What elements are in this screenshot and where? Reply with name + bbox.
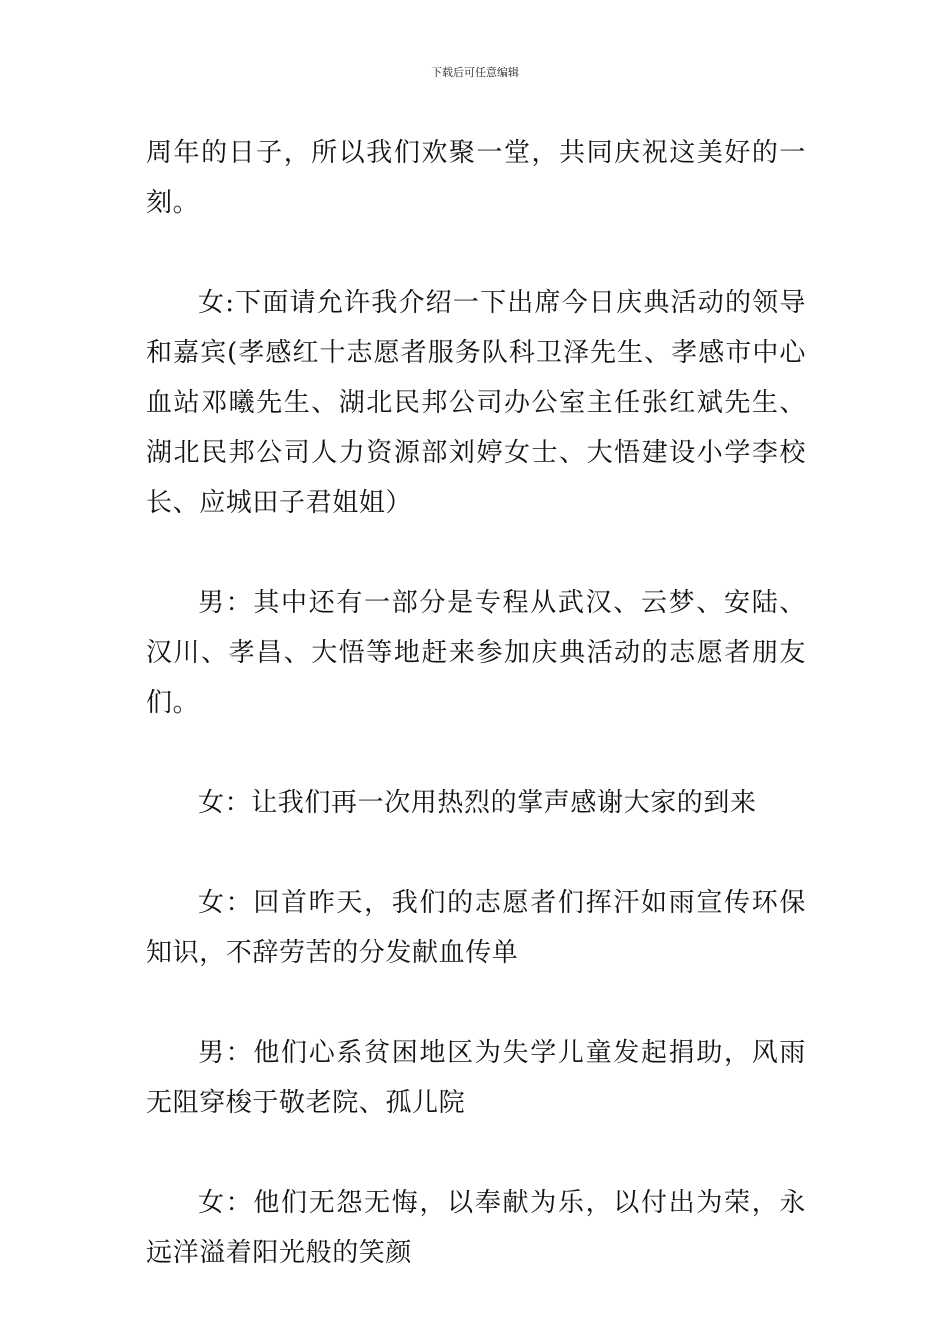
paragraph-spacer	[146, 978, 806, 1028]
paragraph-2: 女:下面请允许我介绍一下出席今日庆典活动的领导和嘉宾(孝感红十志愿者服务队科卫泽先生、孝感市中心血站邓曦先生、湖北民邦公司办公室主任张红斌先生、湖北民邦公司人力资源部刘婷女士、大悟建设小学李校长、应城田子君姐姐）	[146, 288, 806, 518]
paragraph-spacer	[146, 828, 806, 878]
paragraph-spacer	[146, 728, 806, 778]
document-body	[146, 128, 806, 1278]
paragraph-4: 女：让我们再一次用热烈的掌声感谢大家的到来	[198, 788, 757, 818]
paragraph-3: 男：其中还有一部分是专程从武汉、云梦、安陆、汉川、孝昌、大悟等地赶来参加庆典活动的志愿者朋友们。	[146, 588, 806, 718]
paragraph-spacer	[146, 228, 806, 278]
paragraph-1: 周年的日子，所以我们欢聚一堂，共同庆祝这美好的一刻。	[146, 138, 806, 218]
paragraph-spacer	[146, 528, 806, 578]
paragraph-7: 女：他们无怨无悔，以奉献为乐，以付出为荣，永远洋溢着阳光般的笑颜	[146, 1188, 806, 1268]
paragraph-6: 男：他们心系贫困地区为失学儿童发起捐助，风雨无阻穿梭于敬老院、孤儿院	[146, 1038, 806, 1118]
paragraph-spacer	[146, 1128, 806, 1178]
paragraph-5: 女：回首昨天，我们的志愿者们挥汗如雨宣传环保知识，不辞劳苦的分发献血传单	[146, 888, 806, 968]
page-header-note: 下载后可任意编辑	[431, 66, 519, 79]
